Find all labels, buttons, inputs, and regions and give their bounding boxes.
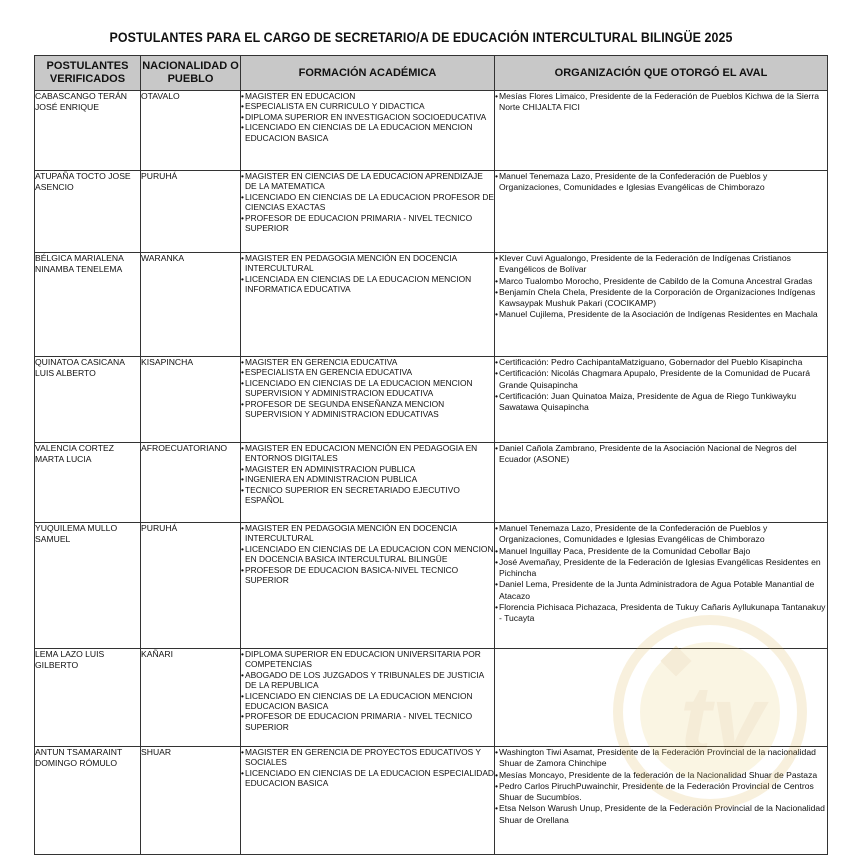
candidate-nationality: KISAPINCHA — [141, 357, 241, 443]
endorsement-item: • Manuel Inguillay Paca, Presidente de la Comunidad Cebollar Bajo — [495, 546, 827, 557]
endorsement-item: • Manuel Tenemaza Lazo, Presidente de la Confederación de Pueblos y Organizaciones, Comunidades e Iglesias Evangélicas de Chimborazo — [495, 523, 827, 546]
training-item: • LICENCIADO EN CIENCIAS DE LA EDUCACION PROFESOR DE CIENCIAS EXACTAS — [241, 192, 494, 213]
endorsing-organization — [495, 91, 828, 171]
candidate-nationality: PURUHÁ — [141, 171, 241, 253]
training-item: • DIPLOMA SUPERIOR EN EDUCACION UNIVERSITARIA POR COMPETENCIAS — [241, 649, 494, 670]
table-row — [35, 357, 828, 443]
candidate-nationality: SHUAR — [141, 747, 241, 855]
candidate-name: YUQUILEMA MULLO SAMUEL — [35, 523, 141, 649]
endorsement-item: • Washington Tiwi Asamat, Presidente de la Federación Provincial de la nacionalidad Shuar de Zamora Chinchipe — [495, 747, 827, 770]
candidate-nationality: OTAVALO — [141, 91, 241, 171]
endorsement-item: • Certificación: Nicolás Chagmara Apupalo, Presidente de la Comunidad de Pucará Grande Quisapincha — [495, 368, 827, 391]
candidate-name: ATUPAÑA TOCTO JOSE ASENCIO — [35, 171, 141, 253]
academic-training — [241, 171, 495, 253]
training-item: • MAGISTER EN GERENCIA DE PROYECTOS EDUCATIVOS Y SOCIALES — [241, 747, 494, 768]
training-item: • MAGISTER EN EDUCACION — [241, 91, 494, 101]
endorsement-item: • Mesías Moncayo, Presidente de la federación de la Nacionalidad Shuar de Pastaza — [495, 770, 827, 781]
candidate-name: QUINATOA CASICANA LUIS ALBERTO — [35, 357, 141, 443]
endorsement-item: • Manuel Tenemaza Lazo, Presidente de la Confederación de Pueblos y Organizaciones, Comunidades e Iglesias Evangélicas de Chimborazo — [495, 171, 827, 194]
academic-training — [241, 357, 495, 443]
endorsement-item: • Benjamín Chela Chela, Presidente de la Corporación de Organizaciones Indígenas Kawsaypak Mushuk Pakari (COCIKAMP) — [495, 287, 827, 310]
endorsing-organization — [495, 649, 828, 747]
training-item: • LICENCIADO EN CIENCIAS DE LA EDUCACION CON MENCION EN DOCENCIA BASICA INTERCULTURAL BILINGÜE — [241, 544, 494, 565]
table-row — [35, 91, 828, 171]
candidate-nationality: WARANKA — [141, 253, 241, 357]
endorsement-item: • José Avemañay, Presidente de la Federación de Iglesias Evangélicas Residentes en Pichincha — [495, 557, 827, 580]
academic-training — [241, 523, 495, 649]
endorsing-organization — [495, 443, 828, 523]
endorsement-item: • Pedro Carlos PiruchPuwainchir, Presidente de la Federación Provincial de Centros Shuar de Sucumbíos. — [495, 781, 827, 804]
endorsing-organization — [495, 357, 828, 443]
candidate-name: BÉLGICA MARIALENA NINAMBA TENELEMA — [35, 253, 141, 357]
training-item: • LICENCIADA EN CIENCIAS DE LA EDUCACION MENCION INFORMATICA EDUCATIVA — [241, 274, 494, 295]
training-item: • LICENCIADO EN CIENCIAS DE LA EDUCACION MENCION EDUCACION BASICA — [241, 691, 494, 712]
training-item: • MAGISTER EN PEDAGOGIA MENCIÓN EN DOCENCIA INTERCULTURAL — [241, 523, 494, 544]
candidate-nationality: PURUHÁ — [141, 523, 241, 649]
training-item: • MAGISTER EN EDUCACION MENCIÓN EN PEDAGOGIA EN ENTORNOS DIGITALES — [241, 443, 494, 464]
training-item: • TECNICO SUPERIOR EN SECRETARIADO EJECUTIVO ESPAÑOL — [241, 485, 494, 506]
training-item: • MAGISTER EN GERENCIA EDUCATIVA — [241, 357, 494, 367]
endorsement-item: • Mesías Flores Limaico, Presidente de la Federación de Pueblos Kichwa de la Sierra Norte CHIJALTA FICI — [495, 91, 827, 114]
training-item: • LICENCIADO EN CIENCIAS DE LA EDUCACION MENCION SUPERVISION Y ADMINISTRACION EDUCATIVA — [241, 378, 494, 399]
endorsing-organization — [495, 747, 828, 855]
training-item: • ABOGADO DE LOS JUZGADOS Y TRIBUNALES DE JUSTICIA DE LA REPUBLICA — [241, 670, 494, 691]
table-row — [35, 443, 828, 523]
academic-training — [241, 443, 495, 523]
training-item: • PROFESOR DE EDUCACION PRIMARIA - NIVEL TECNICO SUPERIOR — [241, 711, 494, 732]
candidate-name: CABASCANGO TERÁN JOSÉ ENRIQUE — [35, 91, 141, 171]
training-item: • PROFESOR DE EDUCACION PRIMARIA - NIVEL TECNICO SUPERIOR — [241, 213, 494, 234]
table-row — [35, 747, 828, 855]
svg-text:tv: tv — [680, 667, 765, 773]
header-postulantes: POSTULANTES VERIFICADOS — [35, 56, 141, 91]
candidate-nationality: AFROECUATORIANO — [141, 443, 241, 523]
endorsement-item: • Florencia Pichisaca Pichazaca, Presidenta de Tukuy Cañaris Ayllukunapa Tantanakuy - Tucayta — [495, 602, 827, 625]
academic-training — [241, 253, 495, 357]
training-item: • MAGISTER EN ADMINISTRACION PUBLICA — [241, 464, 494, 474]
academic-training — [241, 649, 495, 747]
endorsement-item: • Etsa Nelson Warush Unup, Presidente de la Federación Provincial de la Nacionalidad Shuar de Orellana — [495, 803, 827, 826]
table-row — [35, 253, 828, 357]
candidate-name: ANTUN TSAMARAINT DOMINGO RÓMULO — [35, 747, 141, 855]
endorsement-item: • Certificación: Pedro CachipantaMatziguano, Gobernador del Pueblo Kisapincha — [495, 357, 827, 368]
training-item: • LICENCIADO EN CIENCIAS DE LA EDUCACION ESPECIALIDAD EDUCACION BASICA — [241, 768, 494, 789]
header-aval: ORGANIZACIÓN QUE OTORGÓ EL AVAL — [495, 56, 828, 91]
endorsement-item: • Daniel Cañola Zambrano, Presidente de la Asociación Nacional de Negros del Ecuador (ASONE) — [495, 443, 827, 466]
header-nacionalidad: NACIONALIDAD O PUEBLO — [141, 56, 241, 91]
training-item: • INGENIERA EN ADMINISTRACION PUBLICA — [241, 474, 494, 484]
endorsement-item: • Marco Tualombo Morocho, Presidente de Cabildo de la Comuna Ancestral Gradas — [495, 276, 827, 287]
training-item: • LICENCIADO EN CIENCIAS DE LA EDUCACION MENCION EDUCACION BASICA — [241, 122, 494, 143]
table-row — [35, 523, 828, 649]
academic-training — [241, 747, 495, 855]
endorsing-organization — [495, 253, 828, 357]
candidate-name: VALENCIA CORTEZ MARTA LUCIA — [35, 443, 141, 523]
page-title: POSTULANTES PARA EL CARGO DE SECRETARIO/A DE EDUCACIÓN INTERCULTURAL BILINGÜE 2025 — [109, 30, 733, 45]
academic-training — [241, 91, 495, 171]
table-row — [35, 649, 828, 747]
endorsement-item: • Klever Cuvi Agualongo, Presidente de la Federación de Indígenas Cristianos Evangélicos de Bolívar — [495, 253, 827, 276]
endorsement-item: • Manuel Cujilema, Presidente de la Asociación de Indígenas Residentes en Machala — [495, 309, 827, 320]
training-item: • ESPECIALISTA EN GERENCIA EDUCATIVA — [241, 367, 494, 377]
table-header-row — [35, 56, 828, 91]
table-row — [35, 171, 828, 253]
training-item: • MAGISTER EN CIENCIAS DE LA EDUCACION APRENDIZAJE DE LA MATEMATICA — [241, 171, 494, 192]
training-item: • ESPECIALISTA EN CURRICULO Y DIDACTICA — [241, 101, 494, 111]
header-formacion: FORMACIÓN ACADÉMICA — [241, 56, 495, 91]
endorsement-item: • Certificación: Juan Quinatoa Maiza, Presidente de Agua de Riego Tunkiwayku Sawatawa Quisapincha — [495, 391, 827, 414]
candidates-table — [34, 55, 828, 855]
training-item: • MAGISTER EN PEDAGOGIA MENCIÓN EN DOCENCIA INTERCULTURAL — [241, 253, 494, 274]
training-item: • PROFESOR DE EDUCACION BASICA-NIVEL TECNICO SUPERIOR — [241, 565, 494, 586]
training-item: • PROFESOR DE SEGUNDA ENSEÑANZA MENCION SUPERVISION Y ADMINISTRACION EDUCATIVAS — [241, 399, 494, 420]
candidate-name: LEMA LAZO LUIS GILBERTO — [35, 649, 141, 747]
endorsement-item: • Daniel Lema, Presidente de la Junta Administradora de Agua Potable Manantial de Atacazo — [495, 579, 827, 602]
training-item: • DIPLOMA SUPERIOR EN INVESTIGACION SOCIOEDUCATIVA — [241, 112, 494, 122]
endorsing-organization — [495, 171, 828, 253]
endorsing-organization — [495, 523, 828, 649]
candidate-nationality: KAÑARI — [141, 649, 241, 747]
